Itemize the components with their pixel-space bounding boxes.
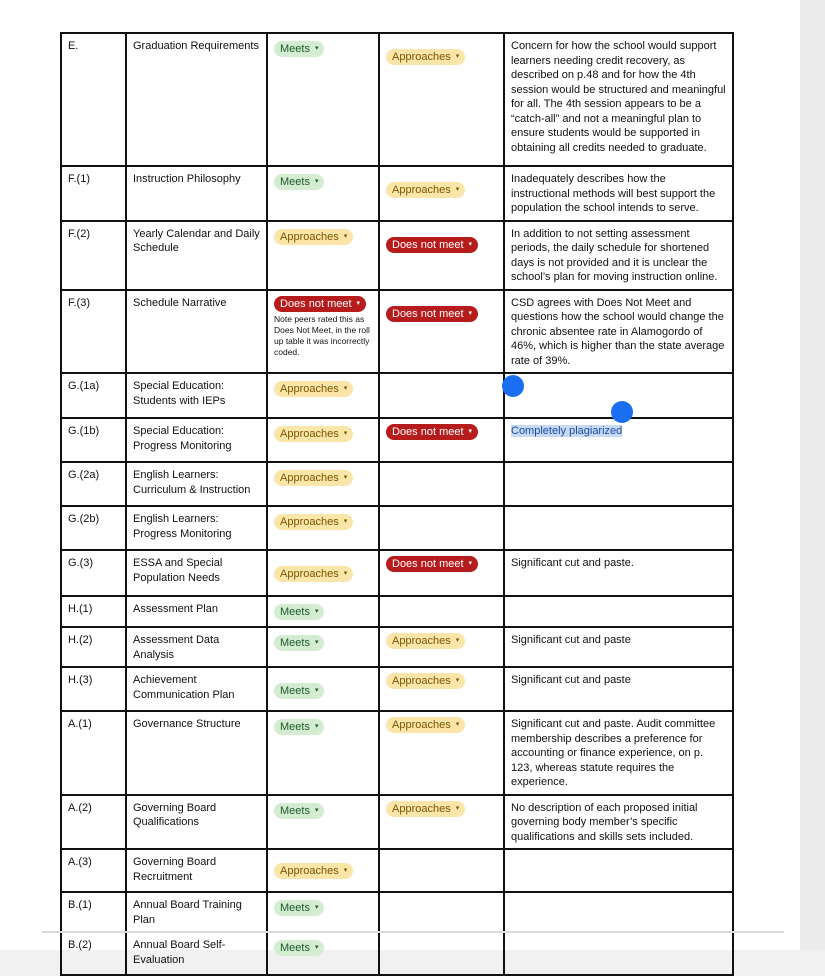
rating-label: Does not meet	[392, 426, 464, 438]
criterion-code: G.(3)	[61, 550, 126, 596]
peer-rating-cell	[267, 596, 379, 627]
criterion-name: Governing Board Recruitment	[126, 849, 267, 892]
peer-rating-cell	[267, 795, 379, 850]
comment-cell[interactable]	[504, 627, 733, 667]
rating-label: Does not meet	[280, 297, 352, 310]
rating-label: Meets	[280, 606, 310, 618]
dropdown-caret-icon: ▾	[455, 53, 460, 60]
table-row	[61, 462, 733, 506]
rating-label: Meets	[280, 902, 310, 914]
peer-rating-cell	[267, 33, 379, 166]
rating-label: Does not meet	[392, 238, 464, 251]
table-row	[61, 33, 733, 166]
criterion-code: G.(2a)	[61, 462, 126, 506]
rating-label: Meets	[280, 637, 310, 649]
peer-rating-cell	[267, 932, 379, 975]
table-row	[61, 418, 733, 462]
criterion-name: Yearly Calendar and Daily Schedule	[126, 221, 267, 290]
rating-note: Note peers rated this as Does Not Meet, in the roll up table it was incorrectly coded.	[274, 313, 370, 357]
csd-rating-cell	[379, 506, 504, 550]
peer-rating-cell	[267, 627, 379, 667]
dropdown-caret-icon: ▾	[343, 385, 348, 392]
comment-cell[interactable]	[504, 221, 733, 290]
rating-label: Approaches	[392, 51, 451, 63]
page-divider	[42, 931, 784, 933]
criterion-code: E.	[61, 33, 126, 166]
comment-cell[interactable]	[504, 418, 733, 462]
csd-rating-cell	[379, 166, 504, 221]
criterion-code: A.(3)	[61, 849, 126, 892]
rating-dropdown-chip[interactable]	[386, 801, 465, 817]
rating-dropdown-chip[interactable]	[274, 426, 353, 442]
table-row	[61, 849, 733, 892]
rating-dropdown-chip[interactable]	[274, 514, 353, 530]
dropdown-caret-icon: ▾	[468, 560, 473, 567]
rating-label: Approaches	[392, 802, 451, 815]
peer-rating-cell	[267, 892, 379, 932]
csd-rating-cell	[379, 627, 504, 667]
criterion-code: H.(2)	[61, 627, 126, 667]
rating-label: Meets	[280, 721, 310, 733]
dropdown-caret-icon: ▾	[314, 944, 319, 951]
comment-cell[interactable]	[504, 462, 733, 506]
criterion-name: Assessment Plan	[126, 596, 267, 627]
table-row	[61, 892, 733, 932]
dropdown-caret-icon: ▾	[314, 639, 319, 646]
dropdown-caret-icon: ▾	[468, 240, 473, 248]
peer-rating-cell	[267, 462, 379, 506]
comment-cell[interactable]	[504, 849, 733, 892]
table-row	[61, 711, 733, 795]
dropdown-caret-icon: ▾	[343, 867, 348, 874]
criterion-code: B.(1)	[61, 892, 126, 932]
rating-dropdown-chip[interactable]	[274, 900, 324, 916]
selected-comment-text: Completely plagiarized	[511, 425, 623, 437]
peer-rating-cell	[267, 849, 379, 892]
dropdown-caret-icon: ▾	[343, 518, 348, 525]
csd-rating-cell	[379, 221, 504, 290]
criterion-name: Governance Structure	[126, 711, 267, 795]
comment-cell[interactable]	[504, 667, 733, 711]
comment-cell[interactable]	[504, 166, 733, 221]
comment-cell[interactable]	[504, 290, 733, 374]
dropdown-caret-icon: ▾	[314, 723, 319, 730]
csd-rating-cell	[379, 290, 504, 374]
rating-dropdown-chip[interactable]	[274, 719, 324, 735]
rating-label: Approaches	[280, 383, 339, 395]
table-row	[61, 932, 733, 975]
criterion-code: F.(3)	[61, 290, 126, 374]
dropdown-caret-icon: ▾	[314, 806, 319, 814]
csd-rating-cell	[379, 667, 504, 711]
dropdown-caret-icon: ▾	[314, 608, 319, 615]
peer-rating-cell	[267, 290, 379, 374]
rating-dropdown-chip[interactable]	[386, 633, 465, 649]
csd-rating-cell	[379, 550, 504, 596]
rating-dropdown-chip[interactable]	[386, 424, 478, 440]
dropdown-caret-icon: ▾	[343, 430, 348, 437]
rating-dropdown-chip[interactable]	[274, 566, 353, 582]
comment-text: Concern for how the school would support learners needing credit recovery, as described on p.48 and for how the 4th session would be structured and meaningful for all. The 4th session appears to be a “catch-all” and not a meaningful plan to ensure students would be supported in obtaining all credits needed to graduate.	[511, 40, 726, 154]
table-row	[61, 290, 733, 374]
table-row	[61, 506, 733, 550]
criterion-name: Instruction Philosophy	[126, 166, 267, 221]
comment-cell[interactable]	[504, 892, 733, 932]
rating-dropdown-chip[interactable]	[274, 635, 324, 651]
peer-rating-cell	[267, 418, 379, 462]
rating-label: Approaches	[392, 635, 451, 647]
table-row	[61, 550, 733, 596]
dropdown-caret-icon: ▾	[468, 309, 473, 317]
comment-text: Significant cut and paste	[511, 674, 631, 686]
dropdown-caret-icon: ▾	[455, 677, 460, 684]
criterion-code: F.(1)	[61, 166, 126, 221]
csd-rating-cell	[379, 892, 504, 932]
csd-rating-cell	[379, 596, 504, 627]
peer-rating-cell	[267, 166, 379, 221]
criterion-name: Special Education: Progress Monitoring	[126, 418, 267, 462]
comment-cell[interactable]	[504, 33, 733, 166]
csd-rating-cell	[379, 373, 504, 418]
csd-rating-cell	[379, 849, 504, 892]
rating-label: Approaches	[280, 428, 339, 440]
rating-dropdown-chip[interactable]	[386, 306, 478, 322]
criterion-code: A.(1)	[61, 711, 126, 795]
rating-dropdown-chip[interactable]	[274, 940, 324, 956]
criterion-name: Annual Board Training Plan	[126, 892, 267, 932]
comment-cell[interactable]	[504, 711, 733, 795]
csd-rating-cell	[379, 795, 504, 850]
dropdown-caret-icon: ▾	[455, 804, 460, 812]
rating-dropdown-chip[interactable]	[274, 296, 366, 312]
criterion-name: English Learners: Progress Monitoring	[126, 506, 267, 550]
dropdown-caret-icon: ▾	[343, 570, 348, 577]
rating-dropdown-chip[interactable]	[274, 174, 324, 190]
criterion-name: Special Education: Students with IEPs	[126, 373, 267, 418]
rating-label: Meets	[280, 685, 310, 697]
criterion-code: A.(2)	[61, 795, 126, 850]
comment-text: Significant cut and paste. Audit committee membership describes a preference for accounting or finance experience, on p. 123, whereas statute requires the experience.	[511, 718, 716, 788]
evaluation-table	[60, 32, 734, 976]
dropdown-caret-icon: ▾	[455, 721, 460, 728]
dropdown-caret-icon: ▾	[343, 232, 348, 240]
selection-end-handle[interactable]	[611, 401, 633, 423]
rating-label: Approaches	[392, 184, 451, 196]
rating-dropdown-chip[interactable]	[386, 182, 465, 198]
peer-rating-cell	[267, 550, 379, 596]
table-row	[61, 667, 733, 711]
criterion-code: G.(2b)	[61, 506, 126, 550]
dropdown-caret-icon: ▾	[468, 428, 473, 435]
criterion-name: Graduation Requirements	[126, 33, 267, 166]
csd-rating-cell	[379, 462, 504, 506]
rating-dropdown-chip[interactable]	[386, 237, 478, 253]
dropdown-caret-icon: ▾	[356, 299, 361, 307]
rating-label: Does not meet	[392, 558, 464, 570]
comment-cell[interactable]	[504, 932, 733, 975]
criterion-code: G.(1a)	[61, 373, 126, 418]
dropdown-caret-icon: ▾	[455, 186, 460, 193]
comment-text: CSD agrees with Does Not Meet and questions how the school would change the chronic absentee rate in Alamogordo of 46%, which is higher than the state average rate of 39%.	[511, 296, 725, 367]
csd-rating-cell	[379, 711, 504, 795]
dropdown-caret-icon: ▾	[314, 687, 319, 694]
rating-label: Approaches	[392, 675, 451, 687]
rating-label: Approaches	[392, 719, 451, 731]
comment-cell[interactable]	[504, 506, 733, 550]
rating-dropdown-chip[interactable]	[274, 803, 324, 819]
selection-start-handle[interactable]	[502, 375, 524, 397]
peer-rating-cell	[267, 221, 379, 290]
csd-rating-cell	[379, 418, 504, 462]
rating-label: Meets	[280, 176, 310, 188]
rating-label: Meets	[280, 804, 310, 817]
criterion-name: Annual Board Self-Evaluation	[126, 932, 267, 975]
rating-dropdown-chip[interactable]	[274, 683, 324, 699]
csd-rating-cell	[379, 33, 504, 166]
criterion-code: H.(3)	[61, 667, 126, 711]
rating-dropdown-chip[interactable]	[386, 556, 478, 572]
criterion-code: B.(2)	[61, 932, 126, 975]
table-row	[61, 221, 733, 290]
table-row	[61, 795, 733, 850]
dropdown-caret-icon: ▾	[314, 178, 319, 185]
rating-dropdown-chip[interactable]	[386, 49, 465, 65]
rating-label: Does not meet	[392, 307, 464, 320]
peer-rating-cell	[267, 506, 379, 550]
criterion-code: F.(2)	[61, 221, 126, 290]
table-row	[61, 596, 733, 627]
criterion-code: G.(1b)	[61, 418, 126, 462]
table-row	[61, 166, 733, 221]
comment-text: Inadequately describes how the instructional methods will best support the population the school intends to serve.	[511, 173, 716, 214]
rating-dropdown-chip[interactable]	[274, 470, 353, 486]
criterion-name: Assessment Data Analysis	[126, 627, 267, 667]
comment-cell[interactable]	[504, 550, 733, 596]
rating-label: Approaches	[280, 568, 339, 580]
criterion-name: Governing Board Qualifications	[126, 795, 267, 850]
rating-dropdown-chip[interactable]	[386, 673, 465, 689]
criterion-name: English Learners: Curriculum & Instruction	[126, 462, 267, 506]
criterion-name: Schedule Narrative	[126, 290, 267, 374]
dropdown-caret-icon: ▾	[455, 637, 460, 644]
rating-label: Approaches	[280, 230, 339, 243]
table-row	[61, 627, 733, 667]
dropdown-caret-icon: ▾	[314, 45, 319, 52]
rating-label: Approaches	[280, 516, 339, 528]
criterion-name: Achievement Communication Plan	[126, 667, 267, 711]
comment-text: In addition to not setting assessment periods, the daily schedule for shortened days is not provided and it is unclear the school’s plan for moving instruction online.	[511, 227, 718, 283]
rating-dropdown-chip[interactable]	[274, 381, 353, 397]
rating-dropdown-chip[interactable]	[274, 41, 324, 57]
rating-label: Approaches	[280, 865, 339, 877]
rating-dropdown-chip[interactable]	[386, 717, 465, 733]
criterion-code: H.(1)	[61, 596, 126, 627]
comment-text: Significant cut and paste.	[511, 557, 634, 569]
rating-dropdown-chip[interactable]	[274, 863, 353, 879]
rating-label: Meets	[280, 43, 310, 55]
comment-text: No description of each proposed initial governing body member’s specific qualifications and skills sets included.	[511, 801, 698, 843]
rating-dropdown-chip[interactable]	[274, 229, 353, 245]
peer-rating-cell	[267, 711, 379, 795]
comment-text: Significant cut and paste	[511, 634, 631, 646]
rating-dropdown-chip[interactable]	[274, 604, 324, 620]
rating-label: Approaches	[280, 472, 339, 484]
dropdown-caret-icon: ▾	[343, 474, 348, 481]
comment-cell[interactable]	[504, 596, 733, 627]
criterion-name: ESSA and Special Population Needs	[126, 550, 267, 596]
rating-label: Meets	[280, 942, 310, 954]
csd-rating-cell	[379, 932, 504, 975]
peer-rating-cell	[267, 373, 379, 418]
scroll-area[interactable]	[800, 0, 825, 950]
peer-rating-cell	[267, 667, 379, 711]
dropdown-caret-icon: ▾	[314, 904, 319, 911]
comment-cell[interactable]	[504, 795, 733, 850]
